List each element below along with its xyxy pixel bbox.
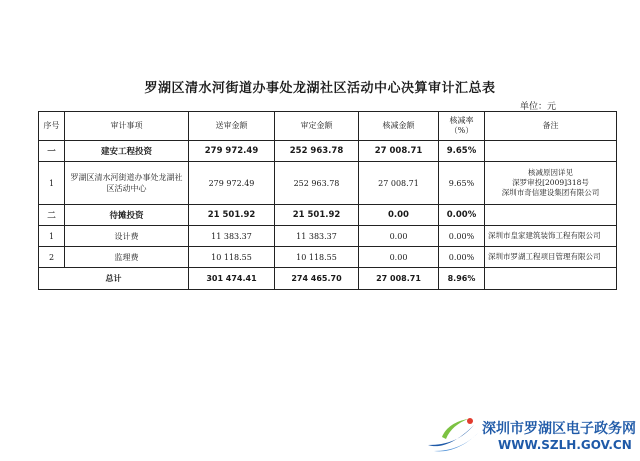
header-rate: 核减率（%）: [439, 112, 485, 141]
cell-submitted: 10 118.55: [189, 247, 275, 268]
cell-item: 设计费: [65, 226, 189, 247]
total-approved: 274 465.70: [275, 268, 359, 290]
total-label: 总计: [39, 268, 189, 290]
remark-line: 核减原因详见: [528, 168, 573, 177]
cell-remark: 深圳市皇家建筑装饰工程有限公司: [485, 226, 617, 247]
cell-reduction: 27 008.71: [359, 162, 439, 205]
table-row: [39, 247, 617, 268]
watermark-site-name: 深圳市罗湖区电子政务网: [482, 421, 636, 437]
cell-submitted: 21 501.92: [189, 205, 275, 226]
cell-submitted: 11 383.37: [189, 226, 275, 247]
cell-remark: [485, 141, 617, 162]
cell-seq: 2: [39, 247, 65, 268]
cell-approved: 252 963.78: [275, 162, 359, 205]
cell-approved: 10 118.55: [275, 247, 359, 268]
site-watermark: [424, 413, 638, 459]
cell-seq: 1: [39, 226, 65, 247]
audit-summary-table: [38, 111, 617, 290]
cell-rate: 0.00%: [439, 205, 485, 226]
header-remark: 备注: [485, 112, 617, 141]
cell-approved: 21 501.92: [275, 205, 359, 226]
header-reduction: 核减金额: [359, 112, 439, 141]
remark-line: 深罗审投[2009]318号: [512, 178, 589, 187]
header-item: 审计事项: [65, 112, 189, 141]
cell-seq: 1: [39, 162, 65, 205]
remark-line: 深圳市奇信建设集团有限公司: [501, 188, 600, 197]
header-submitted: 送审金额: [189, 112, 275, 141]
cell-item: 待摊投资: [65, 205, 189, 226]
total-rate: 8.96%: [439, 268, 485, 290]
cell-reduction: 0.00: [359, 205, 439, 226]
cell-approved: 252 963.78: [275, 141, 359, 162]
cell-submitted: 279 972.49: [189, 162, 275, 205]
table-row: [39, 226, 617, 247]
header-seq: 序号: [39, 112, 65, 141]
cell-rate: 9.65%: [439, 162, 485, 205]
cell-rate: 9.65%: [439, 141, 485, 162]
header-approved: 审定金额: [275, 112, 359, 141]
cell-seq: 二: [39, 205, 65, 226]
cell-remark: [485, 162, 617, 205]
cell-approved: 11 383.37: [275, 226, 359, 247]
cell-item: 建安工程投资: [65, 141, 189, 162]
cell-remark: [485, 205, 617, 226]
cell-item: 监理费: [65, 247, 189, 268]
cell-rate: 0.00%: [439, 226, 485, 247]
table-row: [39, 205, 617, 226]
cell-seq: 一: [39, 141, 65, 162]
cell-rate: 0.00%: [439, 247, 485, 268]
page-title: 罗湖区清水河街道办事处龙湖社区活动中心决算审计汇总表: [144, 81, 496, 96]
cell-reduction: 0.00: [359, 226, 439, 247]
watermark-url: WWW.SZLH.GOV.CN: [498, 438, 632, 452]
cell-reduction: 0.00: [359, 247, 439, 268]
total-submitted: 301 474.41: [189, 268, 275, 290]
unit-label: 单位：元: [520, 102, 557, 112]
swoosh-logo-icon: [424, 415, 480, 455]
table-row: [39, 141, 617, 162]
total-remark: [485, 268, 617, 290]
cell-submitted: 279 972.49: [189, 141, 275, 162]
cell-reduction: 27 008.71: [359, 141, 439, 162]
table-header-row: [39, 112, 617, 141]
cell-remark: 深圳市罗湖工程项目管理有限公司: [485, 247, 617, 268]
cell-item: 罗湖区清水河街道办事处龙湖社区活动中心: [65, 162, 189, 205]
total-row: [39, 268, 617, 290]
table-row: [39, 162, 617, 205]
total-reduction: 27 008.71: [359, 268, 439, 290]
